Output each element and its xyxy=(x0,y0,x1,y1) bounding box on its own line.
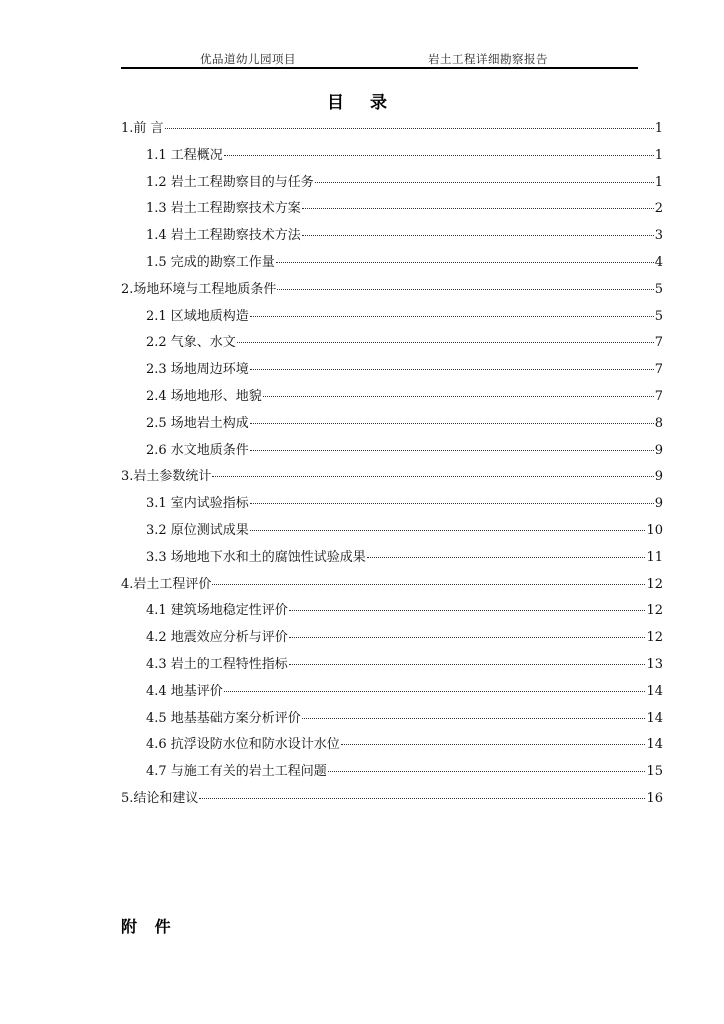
toc-entry-label: 2.6 水文地质条件 xyxy=(146,442,249,458)
toc-entry-label: 4.7 与施工有关的岩土工程问题 xyxy=(146,764,327,780)
toc-entry-label: 2.场地环境与工程地质条件 xyxy=(121,281,277,297)
toc-entry-label: 2.3 场地周边环境 xyxy=(146,362,249,378)
toc-dot-leader xyxy=(263,396,654,397)
toc-entry-page-number: 1 xyxy=(654,174,663,190)
toc-dot-leader xyxy=(289,637,646,638)
toc-subsection-entry[interactable] xyxy=(121,223,663,250)
toc-subsection-entry[interactable] xyxy=(121,491,663,518)
toc-entry-page-number: 10 xyxy=(646,522,663,538)
toc-entry-page-number: 7 xyxy=(654,388,663,404)
toc-subsection-entry[interactable] xyxy=(121,706,663,733)
toc-entry-label: 3.3 场地地下水和土的腐蚀性试验成果 xyxy=(146,549,366,565)
toc-subsection-entry[interactable] xyxy=(121,518,663,545)
toc-entry-label: 1.5 完成的勘察工作量 xyxy=(146,254,275,270)
toc-dot-leader xyxy=(165,128,654,129)
toc-entry-page-number: 16 xyxy=(646,790,663,806)
toc-subsection-entry[interactable] xyxy=(121,330,663,357)
toc-entry-page-number: 14 xyxy=(646,683,663,699)
toc-dot-leader xyxy=(367,557,646,558)
toc-entry-label: 2.1 区域地质构造 xyxy=(146,308,249,324)
toc-entry-page-number: 7 xyxy=(654,362,663,378)
toc-dot-leader xyxy=(328,771,646,772)
toc-subsection-entry[interactable] xyxy=(121,143,663,170)
toc-entry-page-number: 2 xyxy=(654,201,663,217)
toc-entry-page-number: 14 xyxy=(646,710,663,726)
toc-entry-label: 3.岩土参数统计 xyxy=(121,469,212,485)
toc-entry-page-number: 13 xyxy=(646,656,663,672)
toc-section-entry[interactable] xyxy=(121,464,663,491)
toc-entry-page-number: 15 xyxy=(646,764,663,780)
toc-subsection-entry[interactable] xyxy=(121,759,663,786)
toc-subsection-entry[interactable] xyxy=(121,598,663,625)
toc-entry-label: 1.3 岩土工程勘察技术方案 xyxy=(146,201,301,217)
toc-dot-leader xyxy=(224,155,654,156)
toc-entry-page-number: 12 xyxy=(646,576,663,592)
toc-entry-page-number: 14 xyxy=(646,737,663,753)
toc-dot-leader xyxy=(315,182,654,183)
toc-title: 目 录 xyxy=(327,93,397,113)
toc-subsection-entry[interactable] xyxy=(121,196,663,223)
toc-dot-leader xyxy=(250,530,646,531)
toc-entry-label: 5.结论和建议 xyxy=(121,790,199,806)
toc-entry-label: 4.6 抗浮设防水位和防水设计水位 xyxy=(146,737,340,753)
toc-dot-leader xyxy=(224,691,646,692)
toc-dot-leader xyxy=(302,718,646,719)
appendix-heading: 附 件 xyxy=(121,917,177,936)
table-of-contents xyxy=(121,116,663,813)
toc-dot-leader xyxy=(277,289,653,290)
toc-subsection-entry[interactable] xyxy=(121,732,663,759)
toc-section-entry[interactable] xyxy=(121,277,663,304)
toc-dot-leader xyxy=(250,316,654,317)
toc-dot-leader xyxy=(341,744,646,745)
toc-subsection-entry[interactable] xyxy=(121,384,663,411)
page-header xyxy=(121,50,638,69)
toc-subsection-entry[interactable] xyxy=(121,679,663,706)
toc-dot-leader xyxy=(250,503,654,504)
toc-entry-page-number: 8 xyxy=(654,415,663,431)
toc-entry-label: 3.2 原位测试成果 xyxy=(146,522,249,538)
toc-entry-page-number: 11 xyxy=(646,549,663,565)
toc-section-entry[interactable] xyxy=(121,116,663,143)
toc-entry-page-number: 12 xyxy=(646,603,663,619)
toc-entry-label: 4.5 地基基础方案分析评价 xyxy=(146,710,301,726)
toc-entry-label: 2.2 气象、水文 xyxy=(146,335,236,351)
toc-entry-page-number: 9 xyxy=(654,442,663,458)
toc-subsection-entry[interactable] xyxy=(121,545,663,572)
toc-subsection-entry[interactable] xyxy=(121,625,663,652)
toc-entry-page-number: 7 xyxy=(654,335,663,351)
toc-subsection-entry[interactable] xyxy=(121,438,663,465)
toc-entry-label: 1.4 岩土工程勘察技术方法 xyxy=(146,228,301,244)
header-report-title: 岩土工程详细勘察报告 xyxy=(428,52,548,66)
toc-subsection-entry[interactable] xyxy=(121,357,663,384)
toc-dot-leader xyxy=(250,423,654,424)
toc-dot-leader xyxy=(302,235,654,236)
toc-entry-label: 2.4 场地地形、地貌 xyxy=(146,388,262,404)
toc-entry-label: 4.3 岩土的工程特性指标 xyxy=(146,656,288,672)
toc-entry-label: 4.岩土工程评价 xyxy=(121,576,212,592)
toc-entry-label: 3.1 室内试验指标 xyxy=(146,496,249,512)
toc-dot-leader xyxy=(250,450,654,451)
toc-entry-label: 4.2 地震效应分析与评价 xyxy=(146,630,288,646)
toc-dot-leader xyxy=(276,262,654,263)
toc-dot-leader xyxy=(237,342,654,343)
toc-entry-page-number: 4 xyxy=(654,254,663,270)
toc-section-entry[interactable] xyxy=(121,572,663,599)
toc-entry-page-number: 9 xyxy=(654,469,663,485)
toc-entry-page-number: 3 xyxy=(654,228,663,244)
toc-entry-label: 1.前 言 xyxy=(121,121,164,136)
toc-entry-page-number: 12 xyxy=(646,630,663,646)
toc-entry-label: 4.4 地基评价 xyxy=(146,683,223,699)
toc-dot-leader xyxy=(289,664,646,665)
toc-dot-leader xyxy=(250,369,654,370)
toc-subsection-entry[interactable] xyxy=(121,170,663,197)
toc-dot-leader xyxy=(302,208,654,209)
toc-entry-page-number: 9 xyxy=(654,496,663,512)
toc-entry-page-number: 5 xyxy=(654,281,663,297)
toc-subsection-entry[interactable] xyxy=(121,250,663,277)
toc-entry-label: 4.1 建筑场地稳定性评价 xyxy=(146,603,288,619)
toc-subsection-entry[interactable] xyxy=(121,304,663,331)
toc-entry-page-number: 1 xyxy=(654,121,663,136)
toc-dot-leader xyxy=(212,584,645,585)
header-project-name: 优品道幼儿园项目 xyxy=(200,52,296,66)
toc-entry-label: 2.5 场地岩土构成 xyxy=(146,415,249,431)
toc-entry-label: 1.1 工程概况 xyxy=(146,147,223,163)
toc-entry-page-number: 1 xyxy=(654,147,663,163)
toc-dot-leader xyxy=(199,798,645,799)
toc-entry-label: 1.2 岩土工程勘察目的与任务 xyxy=(146,174,314,190)
toc-entry-page-number: 5 xyxy=(654,308,663,324)
toc-subsection-entry[interactable] xyxy=(121,411,663,438)
toc-subsection-entry[interactable] xyxy=(121,652,663,679)
toc-section-entry[interactable] xyxy=(121,786,663,813)
toc-dot-leader xyxy=(289,610,646,611)
toc-dot-leader xyxy=(212,476,653,477)
